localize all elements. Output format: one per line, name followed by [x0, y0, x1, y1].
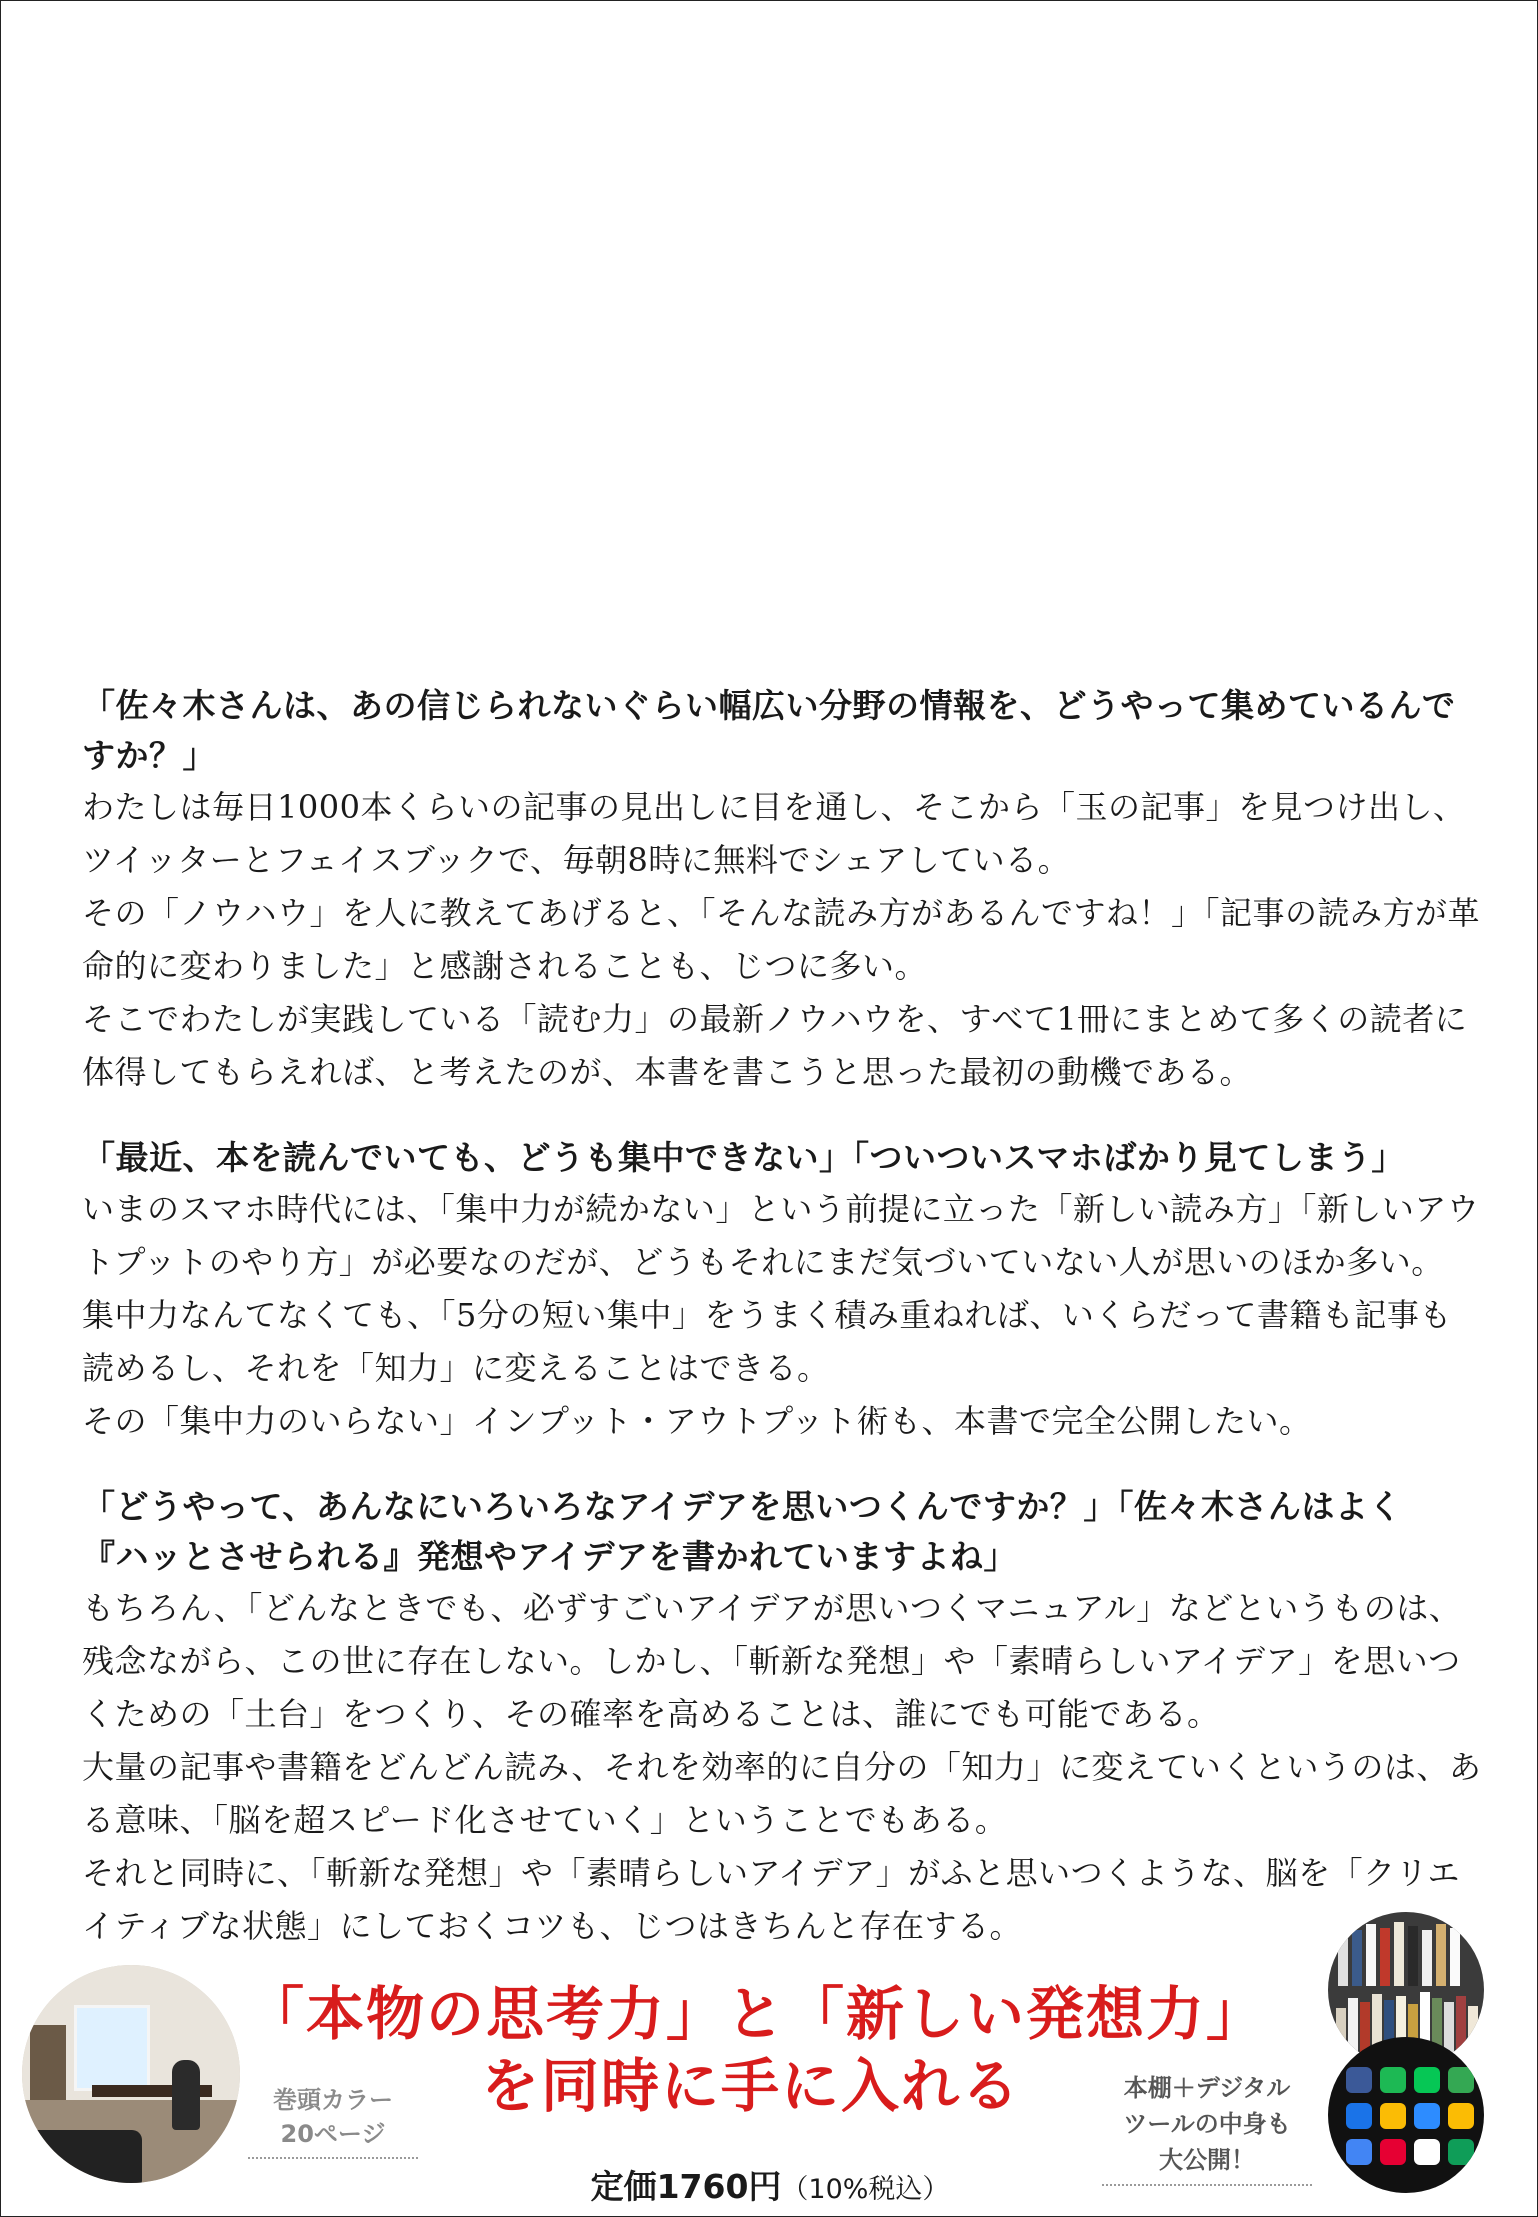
photo-sofa: [22, 2130, 142, 2183]
calendar-app-icon: [1346, 2139, 1372, 2165]
section-2-paragraph-1: いまのスマホ時代には、「集中力が続かない」という前提に立った「新しい読み方」「新しいアウトプットのやり方」が必要なのだが、どうもそれにまだ気づいていない人が思いのほか多い。: [82, 1190, 1480, 1281]
bookshelf-tools-caption: [1102, 2070, 1312, 2186]
bookshelf-tools-caption-line-3: 大公開！: [1159, 2146, 1255, 2174]
smartphone-app-grid-photo: [1328, 2037, 1484, 2193]
photo-window: [74, 2005, 150, 2091]
chrome-app-icon: [1380, 2103, 1406, 2129]
book-spine: [1336, 2008, 1346, 2068]
section-2-paragraph-2: 集中力なんてなくても、「5分の短い集中」をうまく積み重ねれば、いくらだって書籍も記事も読めるし、それを「知力」に変えることはできる。: [82, 1296, 1452, 1387]
desk-workspace-photo: [22, 1965, 240, 2183]
book-spine: [1422, 1930, 1432, 1986]
color-pages-caption-line-2: 20ページ: [280, 2120, 386, 2148]
section-2-heading: 「最近、本を読んでいても、どうも集中できない」「ついついスマホばかり見てしまう」: [82, 1138, 1405, 1177]
bookshelf-tools-caption-line-1: 本棚＋デジタル: [1123, 2074, 1291, 2102]
section-1: [82, 681, 1482, 1099]
maps-app-icon: [1448, 2067, 1474, 2093]
price-label: [560, 2167, 980, 2210]
book-spine: [1450, 1928, 1460, 1986]
book-spine: [1394, 1922, 1404, 1986]
drive-app-icon: [1448, 2139, 1474, 2165]
gmail-app-icon: [1414, 2139, 1440, 2165]
price-main: 定価1760円: [590, 2167, 782, 2206]
photo-person: [172, 2060, 200, 2130]
color-pages-caption-line-1: 巻頭カラー: [273, 2086, 393, 2114]
headline-line-2: を同時に手に入れる: [480, 2052, 1021, 2120]
section-3-paragraph-1: もちろん、「どんなときでも、必ずすごいアイデアが思いつくマニュアル」などというものは、残念ながら、この世に存在しない。しかし、「斬新な発想」や「素晴らしいアイデア」を思いつくための「土台」をつくり、その確率を高めることは、誰にでも可能である。: [82, 1589, 1462, 1733]
section-3-paragraph-3: それと同時に、「斬新な発想」や「素晴らしいアイデア」がふと思いつくような、脳を「クリエイティブな状態」にしておくコツも、じつはきちんと存在する。: [82, 1854, 1460, 1945]
section-1-paragraph-2: その「ノウハウ」を人に教えてあげると、「そんな読み方があるんですね！」「記事の読み方が革命的に変わりました」と感謝されることも、じつに多い。: [82, 894, 1481, 985]
section-3: [82, 1482, 1482, 1953]
clock-app-icon: [1346, 2103, 1372, 2129]
book-spine: [1366, 1924, 1376, 1986]
spotify-app-icon: [1380, 2067, 1406, 2093]
keep-app-icon: [1448, 2103, 1474, 2129]
book-spine: [1468, 2006, 1478, 2068]
caption-divider: [1102, 2184, 1312, 2186]
body-text: [82, 681, 1482, 1987]
section-3-paragraph-2: 大量の記事や書籍をどんどん読み、それを効率的に自分の「知力」に変えていくというのは、ある意味、「脳を超スピード化させていく」ということでもある。: [82, 1748, 1482, 1839]
section-1-paragraph-1: わたしは毎日1000本くらいの記事の見出しに目を通し、そこから「玉の記事」を見つけ出し、ツイッターとフェイスブックで、毎朝8時に無料でシェアしている。: [82, 788, 1466, 879]
caption-divider: [248, 2157, 418, 2159]
book-spine: [1380, 1928, 1390, 1986]
section-1-paragraph-3: そこでわたしが実践している「読む力」の最新ノウハウを、すべて1冊にまとめて多くの読者に体得してもらえれば、と考えたのが、本書を書こうと思った最初の動機である。: [82, 1000, 1468, 1091]
section-3-heading-line-2: 『ハッとさせられる』発想やアイデアを書かれていますよね」: [82, 1537, 1018, 1576]
section-2: [82, 1133, 1482, 1448]
headline-line-1: 「本物の思考力」と「新しい発想力」: [246, 1980, 1267, 2048]
section-2-paragraph-3: その「集中力のいらない」インプット・アウトプット術も、本書で完全公開したい。: [82, 1402, 1312, 1440]
line-app-icon: [1414, 2067, 1440, 2093]
price-tax: （10%税込）: [781, 2174, 950, 2205]
right-photo-group: [1328, 1912, 1488, 2202]
tasks-app-icon: [1414, 2103, 1440, 2129]
book-spine: [1338, 1926, 1348, 1986]
book-spine: [1436, 1924, 1446, 1986]
book-spine: [1352, 1930, 1362, 1986]
bookshelf-tools-caption-line-2: ツールの中身も: [1123, 2110, 1291, 2138]
facebook-app-icon: [1346, 2067, 1372, 2093]
paypay-app-icon: [1380, 2139, 1406, 2165]
book-spine: [1408, 1926, 1418, 1986]
section-3-heading-line-1: 「どうやって、あんなにいろいろなアイデアを思いつくんですか？」「佐々木さんはよく: [82, 1487, 1402, 1526]
section-1-heading: 「佐々木さんは、あの信じられないぐらい幅広い分野の情報を、どうやって集めているんですか？」: [82, 686, 1456, 775]
